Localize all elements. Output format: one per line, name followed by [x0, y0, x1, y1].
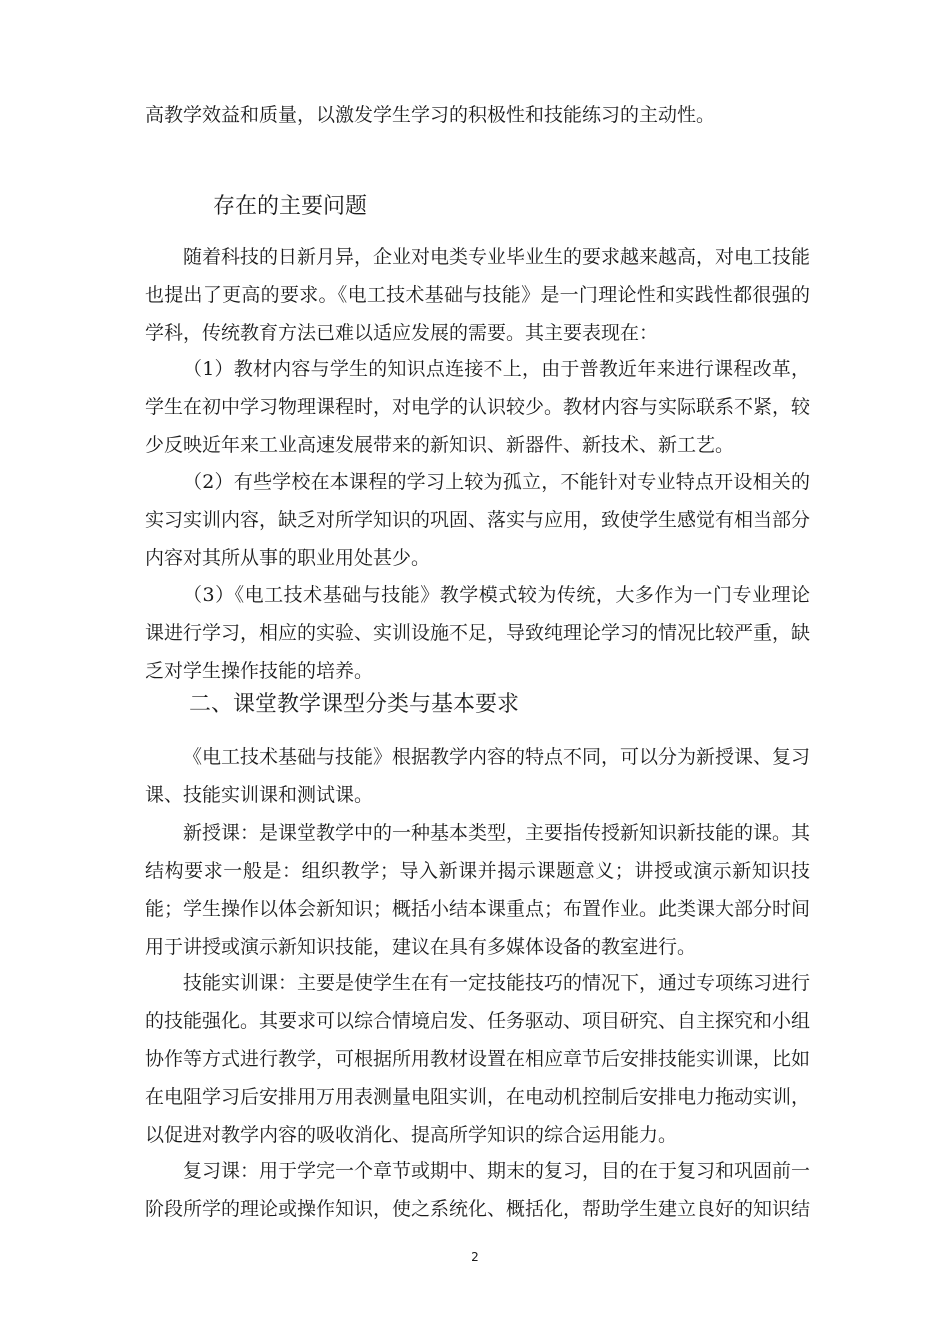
section-heading-main-problems: 存在的主要问题 [213, 194, 368, 219]
paragraph-continuation: 高教学效益和质量，以激发学生学习的积极性和技能练习的主动性。 [145, 104, 716, 126]
paragraph-skill-training: 技能实训课：主要是使学生在有一定技能技巧的情况下，通过专项练习进行的技能强化。其要求可以综合情境启发、任务驱动、项目研究、自主探究和小组协作等方式进行教学，可根据所用教材设置在相应章节后安排技能实训课，比如在电阻学习后安排用万用表测量电阻实训，在电动机控制后安排电力拖动实训，以促进对教学内容的吸收消化、提高所学知识的综合运用能力。 [145, 972, 811, 1146]
paragraph-new-lesson: 新授课：是课堂教学中的一种基本类型，主要指传授新知识新技能的课。其结构要求一般是：组织教学；导入新课并揭示课题意义；讲授或演示新知识技能；学生操作以体会新知识；概括小结本课重点；布置作业。此类课大部分时间用于讲授或演示新知识技能，建议在具有多媒体设备的教室进行。 [145, 822, 811, 958]
paragraph-point-3: （3）《电工技术基础与技能》教学模式较为传统，大多作为一门专业理论课进行学习，相应的实验、实训设施不足，导致纯理论学习的情况比较严重，缺乏对学生操作技能的培养。 [145, 584, 811, 682]
section-heading-lesson-types: 二、课堂教学课型分类与基本要求 [189, 692, 520, 717]
paragraph-review-lesson: 复习课：用于学完一个章节或期中、期末的复习，目的在于复习和巩固前一阶段所学的理论或操作知识，使之系统化、概括化，帮助学生建立良好的知识结 [145, 1160, 811, 1220]
paragraph-point-2: （2）有些学校在本课程的学习上较为孤立，不能针对专业特点开设相关的实习实训内容，缺乏对所学知识的巩固、落实与应用，致使学生感觉有相当部分内容对其所从事的职业用处甚少。 [145, 471, 811, 569]
paragraph-lesson-types: 《电工技术基础与技能》根据教学内容的特点不同，可以分为新授课、复习课、技能实训课和测试课。 [145, 746, 811, 806]
paragraph-point-1: （1）教材内容与学生的知识点连接不上，由于普教近年来进行课程改革，学生在初中学习物理课程时，对电学的认识较少。教材内容与实际联系不紧，较少反映近年来工业高速发展带来的新知识、新器件、新技术、新工艺。 [145, 358, 811, 456]
page-number: 2 [471, 1250, 479, 1264]
paragraph-intro: 随着科技的日新月异，企业对电类专业毕业生的要求越来越高，对电工技能也提出了更高的要求。《电工技术基础与技能》是一门理论性和实践性都很强的学科，传统教育方法已难以适应发展的需要。其主要表现在： [145, 246, 811, 344]
